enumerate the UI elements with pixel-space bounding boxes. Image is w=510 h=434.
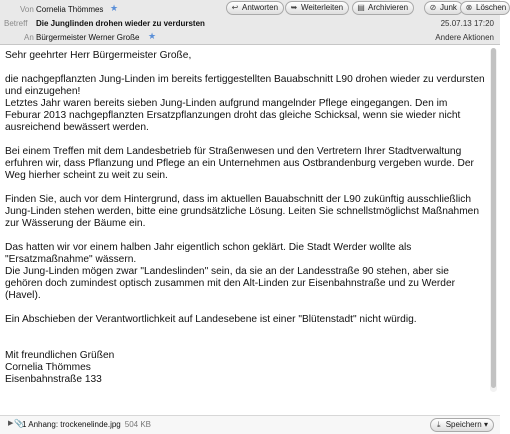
- signature-name: Cornelia Thömmes: [5, 362, 91, 373]
- body-paragraph: die nachgepflanzten Jung-Linden im bereits fertiggestellten Bauabschnitt L90 drohen wieder zu verdursten und einzugehen! Letztes Jahr waren bereits sieben Jung-Linden aufgrund mangelnder Pflege eingegangen. Den im Feburar 2013 nachgepflanzten Ersatzpflanzungen droht das gleiche Schicksal, wenn sie wieder nicht ausreichend bewässert werden.: [5, 74, 485, 133]
- reply-button[interactable]: [226, 1, 284, 15]
- forward-icon: ➥: [290, 3, 298, 12]
- more-actions-link[interactable]: Andere Aktionen: [435, 33, 494, 42]
- star-icon[interactable]: ★: [148, 31, 157, 41]
- save-label: Speichern: [445, 420, 482, 429]
- body-paragraph: Finden Sie, auch vor dem Hintergrund, dass im aktuellen Bauabschnitt der L90 zukünftig ausschließlich Jung-Linden stehen werden, bitte eine grundsätzliche Lösung. Leiten Sie schnellstmöglichst Maßnahmen zur Wässerung der Bäume ein.: [5, 194, 480, 229]
- junk-label: Junk: [440, 3, 457, 12]
- attachment-link[interactable]: [22, 420, 151, 429]
- junk-icon: ⊘: [429, 3, 437, 12]
- subject-value: Die Junglinden drohen wieder zu verdursten: [36, 19, 205, 28]
- greeting: Sehr geehrter Herr Bürgermeister Große,: [5, 50, 192, 61]
- archive-icon: ▤: [357, 3, 365, 12]
- message-header: [0, 0, 507, 45]
- junk-button[interactable]: [424, 1, 463, 15]
- spacer: [5, 338, 485, 350]
- from-value[interactable]: Cornelia Thömmes: [36, 5, 104, 14]
- star-icon[interactable]: ★: [110, 3, 119, 13]
- to-value[interactable]: Bürgermeister Werner Große: [36, 33, 140, 42]
- archive-button[interactable]: [352, 1, 414, 15]
- message-body: [5, 50, 485, 386]
- paperclip-icon: 📎: [14, 419, 24, 428]
- subject-label: Betreff: [4, 19, 28, 28]
- body-paragraph: Bei einem Treffen mit dem Landesbetrieb für Straßenwesen und den Vertretern Ihrer Stadtverwaltung erfuhren wir, dass Pflanzung und Pflege an ein Unternehmen aus Ostbrandenburg vergeben wurde. Der Weg hierher scheint zu weit zu sein.: [5, 146, 474, 181]
- body-paragraph: Ein Abschieben der Verantwortlichkeit auf Landesebene ist einer "Blütenstadt" nicht würdig.: [5, 314, 417, 325]
- disclosure-triangle-icon[interactable]: ▶: [8, 420, 14, 427]
- to-label: An: [24, 33, 34, 42]
- closing: Mit freundlichen Grüßen: [5, 350, 115, 361]
- forward-label: Weiterleiten: [301, 3, 344, 12]
- attachment-bar: [0, 415, 500, 434]
- attachment-label: 1 Anhang: trockenelinde.jpg: [22, 420, 121, 429]
- delete-icon: ⊗: [465, 3, 473, 12]
- save-attachment-button[interactable]: ⤓ Speichern ▾: [430, 418, 494, 432]
- scrollbar[interactable]: [490, 48, 497, 392]
- from-label: Von: [20, 5, 34, 14]
- scrollbar-thumb[interactable]: [491, 48, 496, 388]
- delete-button[interactable]: [460, 1, 510, 15]
- signature-street: Eisenbahnstraße 133: [5, 374, 102, 385]
- forward-button[interactable]: [285, 1, 349, 15]
- reply-icon: ↩: [231, 3, 239, 12]
- attachment-size: 504 KB: [124, 420, 151, 429]
- body-paragraph: Das hatten wir vor einem halben Jahr eigentlich schon geklärt. Die Stadt Werder wollte als "Ersatzmaßnahme" wässern. Die Jung-Linden mögen zwar "Landeslinden" sein, da sie an der Landesstraße 90 stehen, aber sie gehören doch zumindest optisch zusammen mit den Alt-Linden zur Eisenbahnstraße und zu Werder (Havel).: [5, 242, 456, 301]
- delete-label: Löschen: [476, 3, 507, 12]
- message-date: 25.07.13 17:20: [440, 19, 494, 28]
- archive-label: Archivieren: [368, 3, 409, 12]
- reply-label: Antworten: [242, 3, 279, 12]
- download-icon: ⤓: [436, 420, 441, 429]
